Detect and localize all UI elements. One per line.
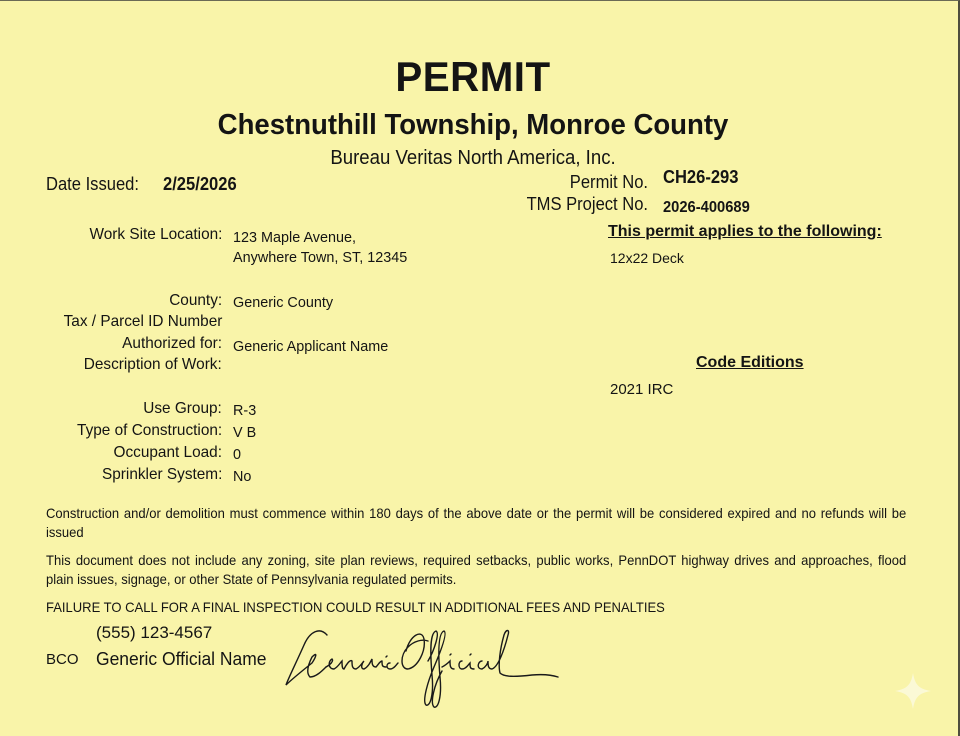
applies-heading: This permit applies to the following: [608, 223, 882, 240]
work-site-label: Work Site Location: [89, 226, 222, 243]
occupant-load-label: Occupant Load: [113, 444, 222, 461]
county-value: Generic County [233, 294, 334, 311]
tms-project-value: 2026-400689 [663, 199, 750, 216]
work-site-line1: 123 Maple Avenue, [233, 229, 357, 246]
work-site-line2: Anywhere Town, ST, 12345 [233, 249, 408, 266]
official-name: Generic Official Name [96, 649, 267, 669]
sprinkler-label: Sprinkler System: [101, 466, 222, 483]
county-label: County: [169, 292, 222, 309]
document-title: PERMIT [395, 53, 551, 100]
description-label: Description of Work: [84, 356, 222, 373]
official-phone: (555) 123-4567 [96, 623, 213, 642]
permit-no-label: Permit No. [569, 172, 648, 192]
municipality-heading: Chestnuthill Township, Monroe County [217, 109, 729, 141]
use-group-label: Use Group: [143, 400, 222, 417]
permit-no-value: CH26-293 [663, 167, 739, 187]
applies-item: 12x22 Deck [610, 250, 684, 266]
tms-project-label: TMS Project No. [526, 194, 648, 214]
sparkle-icon [893, 671, 933, 711]
code-editions-heading: Code Editions [696, 354, 804, 371]
code-editions-item: 2021 IRC [610, 381, 674, 398]
company-name: Bureau Veritas North America, Inc. [330, 147, 616, 169]
final-inspection-warning: FAILURE TO CALL FOR A FINAL INSPECTION COULD RESULT IN ADDITIONAL FEES AND PENALTIES [46, 599, 665, 615]
occupant-load-value: 0 [233, 446, 242, 463]
construction-type-label: Type of Construction: [76, 422, 222, 439]
authorized-value: Generic Applicant Name [233, 338, 389, 355]
use-group-value: R-3 [233, 402, 257, 419]
official-title: BCO [46, 651, 79, 668]
exclusions-notice: This document does not include any zoning, site plan reviews, required setbacks, public works, PennDOT highway drives and approaches, flood plain issues, signage, or other State of Pennsylvania regulated permits. [46, 552, 907, 587]
date-issued-value: 2/25/2026 [163, 174, 237, 194]
date-issued-label: Date Issued: [46, 174, 139, 194]
signature-icon [282, 621, 562, 716]
tax-parcel-label: Tax / Parcel ID Number [63, 313, 222, 330]
authorized-label: Authorized for: [122, 335, 222, 352]
sprinkler-value: No [233, 468, 252, 485]
commence-notice: Construction and/or demolition must commence within 180 days of the above date or the permit will be considered expired and no refunds will be issued [46, 505, 907, 540]
construction-type-value: V B [233, 424, 257, 441]
